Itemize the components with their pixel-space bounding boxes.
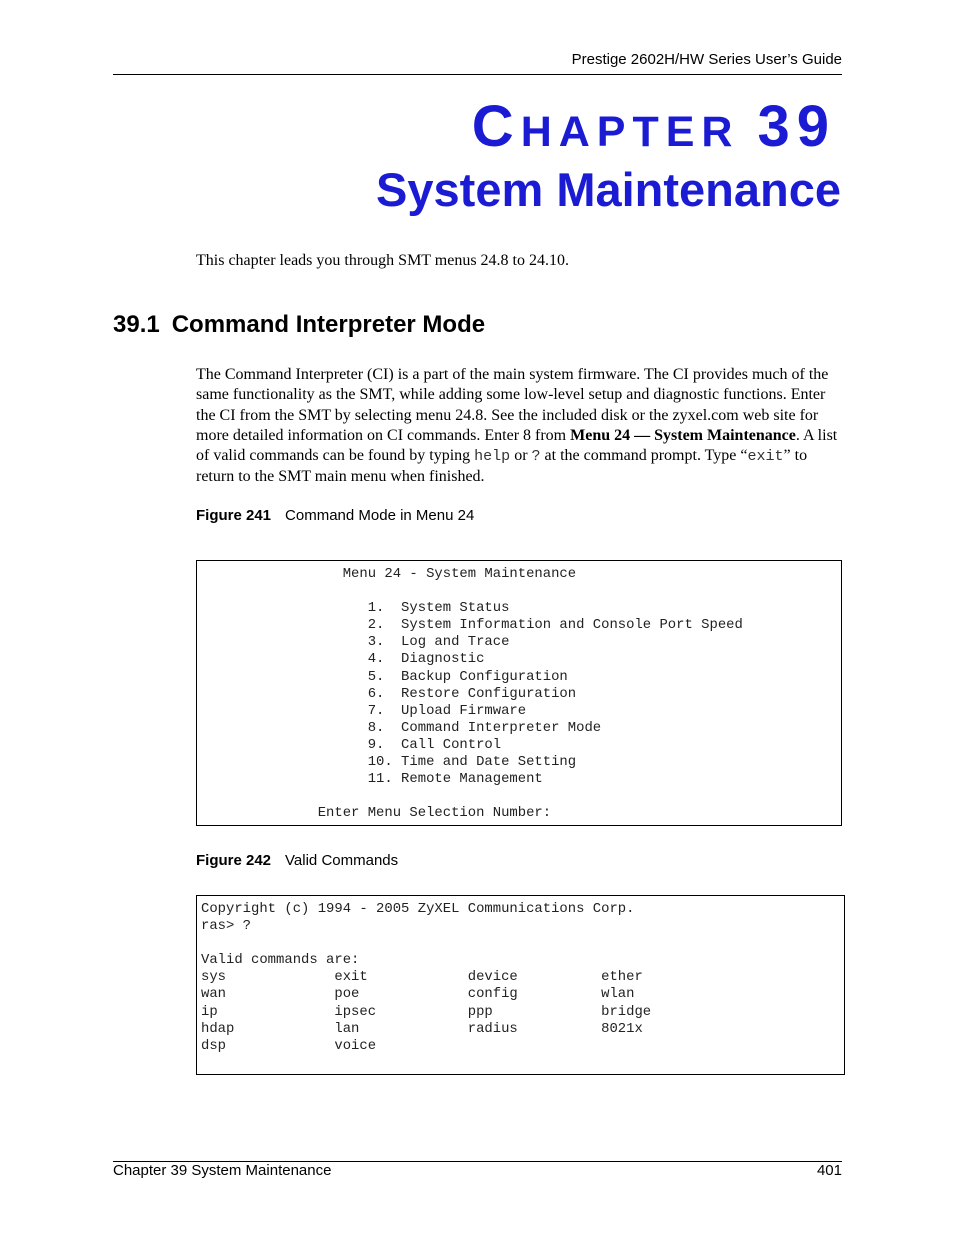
- valid-commands-screen: [196, 895, 845, 1075]
- section-number: 39.1: [113, 311, 160, 338]
- chapter-word-rest: HAPTER: [520, 108, 740, 156]
- intro-text: This chapter leads you through SMT menus 24.8 to 24.10.: [196, 252, 569, 269]
- section-heading: [113, 312, 485, 338]
- page-number: 401: [816, 1162, 842, 1179]
- paragraph-text: or: [510, 447, 532, 465]
- menu-24-screen: [196, 560, 842, 826]
- chapter-word-initial: C: [471, 94, 521, 159]
- figure-caption-text: Command Mode in Menu 24: [285, 507, 475, 524]
- section-title: Command Interpreter Mode: [171, 311, 486, 338]
- code-help: help: [474, 448, 511, 466]
- terminal-text: Copyright (c) 1994 - 2005 ZyXEL Communications Corp. ras> ? Valid commands are: sys exit device ether wan poe config wlan ip ipsec ppp bridge hdap lan radius 8021x dsp voice: [201, 901, 652, 1054]
- body-paragraph: [196, 365, 846, 488]
- chapter-number: 39: [757, 94, 836, 159]
- paragraph-text: at the command prompt. Type “: [540, 447, 748, 465]
- paragraph-text: ” to return to the SMT main menu when finished.: [196, 447, 808, 486]
- footer-chapter: Chapter 39 System Maintenance: [113, 1162, 332, 1179]
- figure-242-caption: [196, 852, 398, 869]
- menu-reference: Menu 24 — System Maintenance: [570, 426, 796, 444]
- paragraph-text: . A list of valid commands can be found by typing: [196, 426, 838, 465]
- figure-caption-text: Valid Commands: [285, 852, 399, 869]
- figure-241-caption: [196, 507, 474, 524]
- figure-label: Figure 241: [196, 507, 272, 524]
- code-exit: exit: [747, 448, 784, 466]
- code-question: ?: [531, 448, 541, 466]
- header-rule: [113, 74, 842, 75]
- chapter-label: [471, 94, 836, 159]
- chapter-title: System Maintenance: [376, 163, 841, 216]
- terminal-text: Menu 24 - System Maintenance 1. System Status 2. System Information and Console Port Speed 3. Log and Trace 4. Diagnostic 5. Backup Configuration 6. Restore Configuration 7. Upload Firmware 8. Command Interpreter Mode 9. Call Control 10. Time and Date Setting 11. Remote Management Enter Menu Selection Number:: [317, 566, 743, 822]
- paragraph-text: The Command Interpreter (CI) is a part of the main system firmware. The CI provides much of the same functionality as the SMT, while adding some low-level setup and diagnostic functions. Enter the CI from the SMT by selecting menu 24.8. See the included disk or the zyxel.com web site for more detailed information on CI commands. Enter 8 from: [196, 366, 829, 444]
- running-header: Prestige 2602H/HW Series User’s Guide: [571, 51, 842, 68]
- figure-label: Figure 242: [196, 852, 272, 869]
